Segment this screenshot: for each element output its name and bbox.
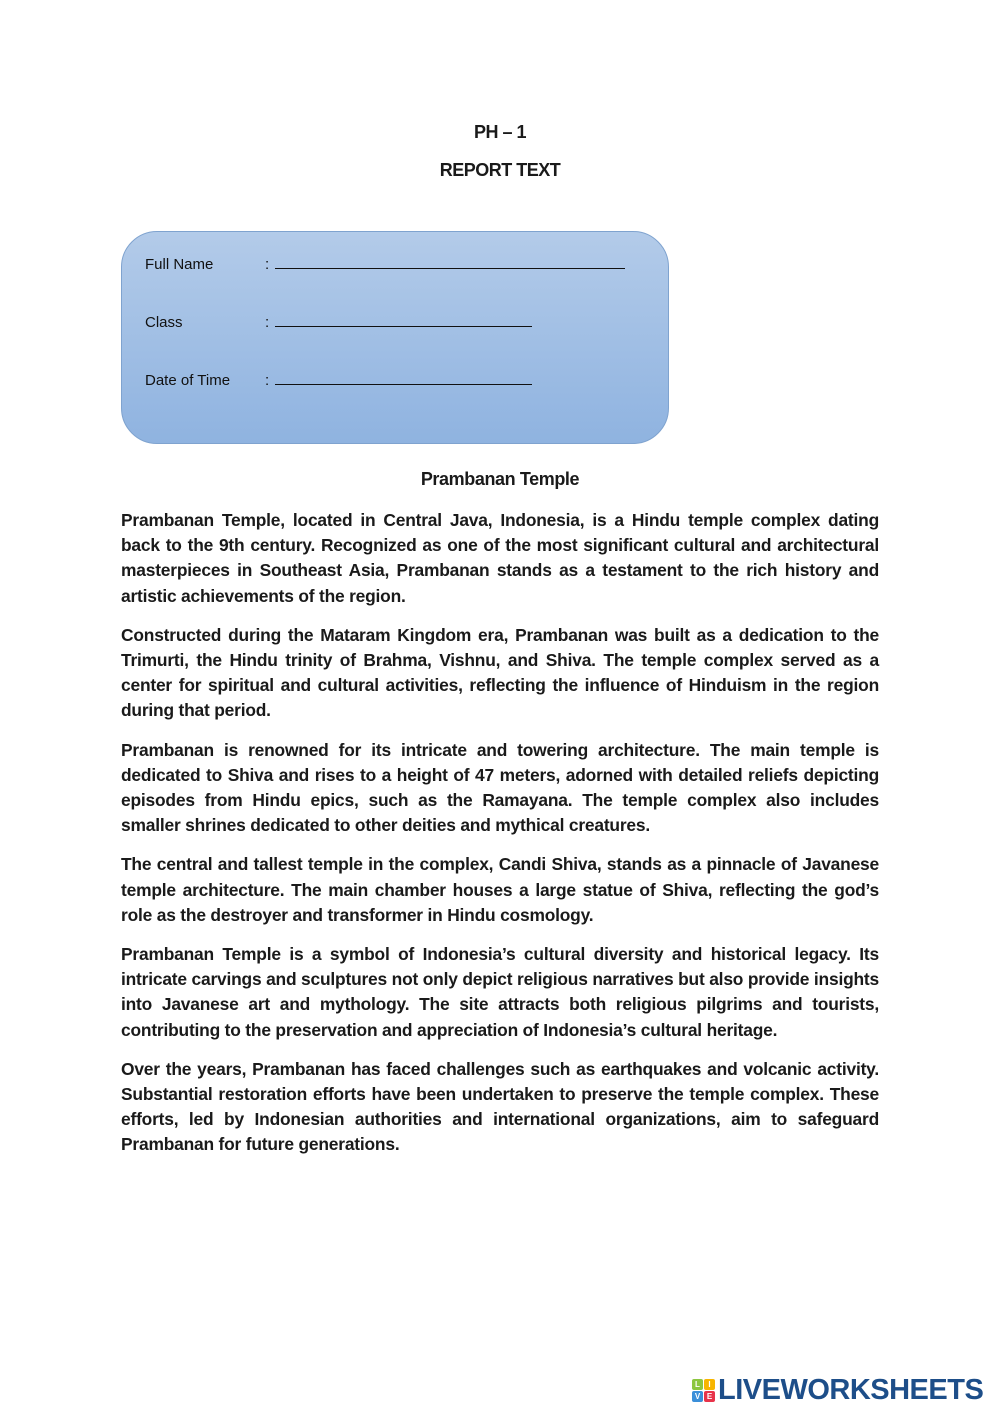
paragraph: Constructed during the Mataram Kingdom era, Prambanan was built as a dedication to the Trimurti, the Hindu trinity of Brahma, Vishnu, and Shiva. The temple complex served as a center for spiritual and cultural activities, reflecting the influence of Hinduism in the region during that period. bbox=[121, 624, 879, 721]
paragraph: Prambanan Temple, located in Central Java, Indonesia, is a Hindu temple complex dating back to the 9th century. Recognized as one of the most significant cultural and architectural masterpieces in Southeast Asia, Prambanan stands as a testament to the rich history and artistic achievements of the region. bbox=[121, 510, 879, 606]
logo-tile: I bbox=[704, 1379, 715, 1390]
full-name-row bbox=[145, 254, 625, 273]
date-row bbox=[145, 370, 532, 389]
paragraph: Prambanan is renowned for its intricate and towering architecture. The main temple is dedicated to Shiva and rises to a height of 47 meters, adorned with detailed reliefs depicting episodes from Hindu epics, such as the Ramayana. The temple complex also includes smaller shrines dedicated to other deities and mythical creatures. bbox=[121, 739, 879, 836]
colon: : bbox=[265, 314, 270, 331]
article-body bbox=[121, 508, 879, 1172]
colon: : bbox=[265, 372, 270, 389]
worksheet-title: REPORT TEXT bbox=[439, 160, 561, 180]
full-name-label: Full Name bbox=[145, 256, 214, 273]
class-field[interactable] bbox=[275, 312, 532, 327]
colon: : bbox=[265, 256, 270, 273]
date-label: Date of Time bbox=[145, 372, 231, 389]
worksheet-code: PH – 1 bbox=[473, 122, 527, 142]
class-row bbox=[145, 312, 532, 331]
date-field[interactable] bbox=[275, 370, 532, 385]
paragraph: Prambanan Temple is a symbol of Indonesia’s cultural diversity and historical legacy. Its intricate carvings and sculptures not only depict religious narratives but also provide insights into Javanese art and mythology. The site attracts both religious pilgrims and tourists, contributing to the preservation and appreciation of Indonesia’s cultural heritage. bbox=[121, 944, 879, 1040]
article-heading: Prambanan Temple bbox=[420, 469, 580, 489]
logo-wordmark: LIVEWORKSHEETS bbox=[718, 1374, 984, 1406]
logo-tiles-icon bbox=[692, 1379, 715, 1402]
student-info-box bbox=[121, 231, 669, 444]
paragraph: The central and tallest temple in the complex, Candi Shiva, stands as a pinnacle of Javanese temple architecture. The main chamber houses a large statue of Shiva, reflecting the god’s role as the destroyer and transformer in Hindu cosmology. bbox=[121, 854, 879, 925]
logo-tile: V bbox=[692, 1391, 703, 1402]
paragraph: Over the years, Prambanan has faced challenges such as earthquakes and volcanic activity. Substantial restoration efforts have been undertaken to preserve the temple complex. These efforts, led by Indonesian authorities and international organizations, aim to safeguard Prambanan for future generations. bbox=[121, 1058, 879, 1155]
full-name-field[interactable] bbox=[275, 254, 625, 269]
class-label: Class bbox=[145, 314, 183, 331]
logo-tile: L bbox=[692, 1379, 703, 1390]
liveworksheets-logo bbox=[692, 1374, 983, 1407]
logo-tile: E bbox=[704, 1391, 715, 1402]
